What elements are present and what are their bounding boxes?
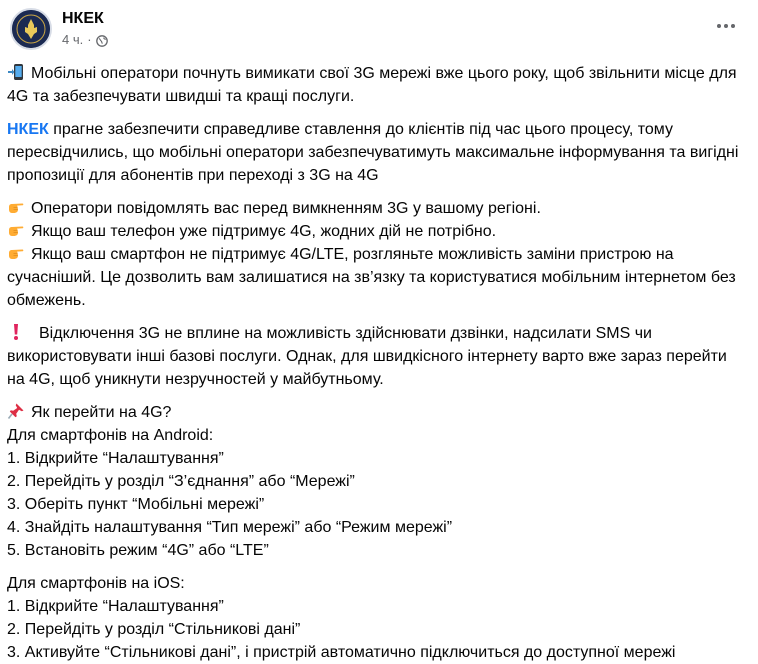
notice-paragraph — [7, 322, 747, 391]
bullet-item — [7, 220, 747, 243]
mention-text: прагне забезпечити справедливе ставлення до клієнтів під час цього процесу, тому пересвідчились, що мобільні оператори забезпечуватимуть максимальне інформування та вигідні пропозиції для абонентів при переході з 3G на 4G — [7, 121, 739, 184]
notice-text: Відключення 3G не вплине на можливість здійснювати дзвінки, надсилати SMS чи використовувати інші базові послуги. Однак, для швидкісного інтернету варто вже зараз перейти на 4G, щоб уникнути незручностей у майбутньому. — [7, 325, 727, 388]
more-dot — [717, 24, 721, 28]
post-author[interactable]: НКЕК — [62, 10, 104, 27]
android-heading: Для смартфонів на Android: — [7, 427, 214, 444]
more-options-button[interactable] — [710, 12, 742, 40]
ios-step: 1. Відкрийте “Налаштування” — [7, 598, 224, 615]
pointing-hand-icon — [7, 198, 25, 216]
intro-paragraph — [7, 62, 747, 108]
pushpin-icon — [7, 402, 25, 420]
more-dot — [731, 24, 735, 28]
ios-step: 2. Перейдіть у розділ “Стільникові дані” — [7, 621, 301, 638]
ios-step: 3. Активуйте “Стільникові дані”, і пристрій автоматично підключиться до доступної мережі — [7, 644, 676, 661]
pointing-hand-icon — [7, 244, 25, 262]
bullet-text: Оператори повідомлять вас перед вимкненням 3G у вашому регіоні. — [31, 200, 541, 217]
bullet-item — [7, 243, 747, 312]
bullets-paragraph — [7, 197, 747, 312]
bullet-item — [7, 197, 747, 220]
android-step: 3. Оберіть пункт “Мобільні мережі” — [7, 496, 265, 513]
page-mention-link[interactable]: НКЕК — [7, 121, 49, 138]
howto-title-line — [7, 401, 747, 424]
android-step: 4. Знайдіть налаштування “Тип мережі” або “Режим мережі” — [7, 519, 453, 536]
mention-paragraph — [7, 118, 747, 187]
post-meta — [62, 31, 108, 49]
howto-title: Як перейти на 4G? — [31, 404, 172, 421]
pointing-hand-icon — [7, 221, 25, 239]
post-header — [10, 8, 748, 56]
post-time[interactable]: 4 ч. — [62, 32, 84, 47]
intro-text: Мобільні оператори почнуть вимикати свої 3G мережі вже цього року, щоб звільнити місце для 4G та забезпечувати швидші та кращі послуги. — [7, 65, 737, 105]
bullet-text: Якщо ваш телефон уже підтримує 4G, жодних дій не потрібно. — [31, 223, 497, 240]
more-dot — [724, 24, 728, 28]
section-gap — [7, 562, 747, 572]
bullet-text: Якщо ваш смартфон не підтримує 4G/LTE, розгляньте можливість заміни пристрою на сучасніший. Це дозволить вам залишатися на зв’язку та користуватися мобільним інтернетом без обмежень. — [7, 246, 736, 309]
post-body — [7, 62, 747, 664]
howto-section — [7, 401, 747, 664]
page-avatar[interactable] — [10, 8, 52, 50]
mobile-phone-with-arrow-icon — [7, 63, 25, 81]
globe-icon[interactable] — [96, 34, 108, 46]
ios-heading: Для смартфонів на iOS: — [7, 575, 185, 592]
meta-separator: · — [87, 32, 92, 47]
exclamation-mark-icon — [11, 323, 25, 341]
android-step: 5. Встановіть режим “4G” або “LTE” — [7, 542, 269, 559]
android-step: 2. Перейдіть у розділ “З’єднання” або “Мережі” — [7, 473, 355, 490]
nkek-logo-icon — [12, 10, 50, 48]
android-step: 1. Відкрийте “Налаштування” — [7, 450, 224, 467]
